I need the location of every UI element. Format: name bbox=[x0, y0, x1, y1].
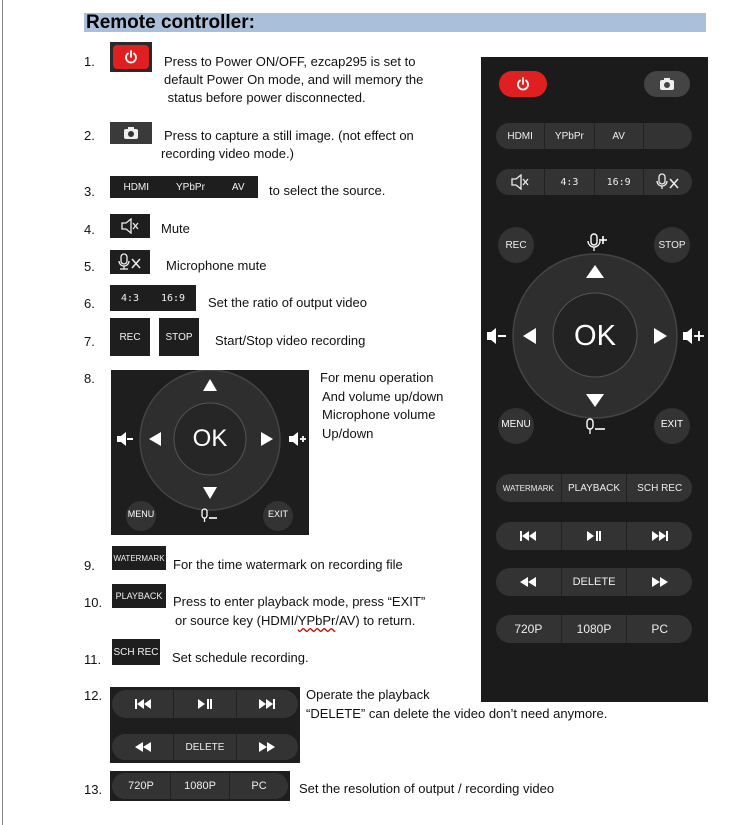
playback-controls-panel bbox=[110, 687, 300, 763]
remote-hdmi-key: HDMI bbox=[507, 130, 533, 142]
item-text-part: or source key (HDMI/ bbox=[175, 613, 298, 628]
item-text-part: /AV) to return. bbox=[335, 613, 416, 628]
page-left-border bbox=[2, 0, 3, 825]
item-text: Press to capture a still image. (not effect on bbox=[164, 128, 414, 143]
remote-ok-key: OK bbox=[574, 319, 616, 352]
seek-row bbox=[112, 734, 298, 760]
item-text: status before power disconnected. bbox=[164, 90, 366, 105]
transport-row bbox=[112, 690, 298, 718]
remote-play-pause-icon bbox=[561, 522, 627, 550]
ratio-16-9-key: 16:9 bbox=[160, 292, 186, 304]
item-text-part: YPbPr bbox=[297, 613, 336, 628]
next-icon bbox=[236, 690, 298, 718]
remote-camera-icon bbox=[644, 71, 690, 97]
remote-rec-key: REC bbox=[498, 227, 534, 263]
item-text: Mute bbox=[161, 221, 190, 236]
mic-mute-icon bbox=[117, 253, 143, 271]
remote-power-icon bbox=[499, 71, 547, 97]
item-text: For menu operation bbox=[320, 370, 434, 385]
item-number: 2. bbox=[84, 128, 95, 143]
remote-1080p-key: 1080P bbox=[561, 615, 627, 643]
ok-key: OK bbox=[192, 425, 228, 452]
resolution-row bbox=[112, 773, 288, 799]
item-text: Set the ratio of output video bbox=[208, 295, 367, 310]
remote-next-icon bbox=[626, 522, 692, 550]
hdmi-key: HDMI bbox=[123, 181, 150, 193]
previous-icon bbox=[112, 690, 173, 718]
remote-menu-key: MENU bbox=[501, 419, 531, 430]
item-number: 4. bbox=[84, 222, 95, 237]
item-text: And volume up/down bbox=[322, 389, 444, 404]
item-text: recording video mode.) bbox=[161, 146, 294, 161]
remote-watermark-key: WATERMARK bbox=[502, 483, 554, 493]
item-text: default Power On mode, and will memory the bbox=[164, 72, 424, 87]
rewind-icon bbox=[112, 734, 173, 760]
playback-key: PLAYBACK bbox=[112, 584, 166, 608]
item-number: 9. bbox=[84, 558, 95, 573]
remote-ratio-16-9-key: 16:9 bbox=[594, 169, 643, 195]
remote-playback-key: PLAYBACK bbox=[561, 474, 627, 502]
remote-stop-key: STOP bbox=[654, 227, 690, 263]
res-720p-key: 720P bbox=[128, 780, 154, 792]
remote-panel bbox=[481, 57, 708, 702]
item-number: 8. bbox=[84, 371, 95, 386]
dpad-panel bbox=[111, 370, 309, 535]
remote-mic-mute-icon bbox=[643, 169, 692, 195]
camera-icon bbox=[122, 126, 140, 140]
play-pause-icon bbox=[173, 690, 235, 718]
item-number: 3. bbox=[84, 184, 95, 199]
ypbpr-key: YPbPr bbox=[176, 181, 205, 193]
menu-key: MENU bbox=[127, 509, 155, 519]
delete-key: DELETE bbox=[173, 734, 235, 760]
remote-sch-rec-key: SCH REC bbox=[626, 474, 692, 502]
item-text: to select the source. bbox=[269, 183, 386, 198]
camera-key bbox=[110, 122, 152, 144]
stop-key: STOP bbox=[159, 318, 199, 356]
remote-delete-key: DELETE bbox=[561, 568, 627, 596]
item-number: 6. bbox=[84, 296, 95, 311]
item-text: Up/down bbox=[322, 426, 374, 441]
sch-rec-key: SCH REC bbox=[112, 639, 160, 665]
power-key bbox=[110, 42, 152, 72]
item-number: 12. bbox=[84, 688, 103, 703]
res-pc-key: PC bbox=[229, 773, 288, 799]
remote-fast-forward-icon bbox=[626, 568, 692, 596]
remote-rewind-icon bbox=[496, 568, 561, 596]
rec-key: REC bbox=[110, 318, 150, 356]
remote-pc-key: PC bbox=[626, 615, 692, 643]
page-title: Remote controller: bbox=[84, 13, 706, 32]
item-text: For the time watermark on recording file bbox=[173, 557, 403, 572]
remote-ratio-4-3-key: 4:3 bbox=[544, 169, 593, 195]
mute-icon bbox=[120, 218, 140, 234]
item-text: Set schedule recording. bbox=[172, 650, 309, 665]
item-text: Press to enter playback mode, press “EXIT” bbox=[173, 594, 426, 609]
item-text: Microphone volume bbox=[322, 407, 436, 422]
item-text bbox=[175, 612, 415, 630]
remote-function-row bbox=[496, 474, 692, 502]
remote-mute-icon bbox=[496, 169, 544, 195]
remote-av-key: AV bbox=[594, 123, 643, 149]
item-number: 10. bbox=[84, 595, 103, 610]
item-text: Set the resolution of output / recording video bbox=[299, 781, 555, 796]
item-number: 7. bbox=[84, 334, 95, 349]
mic-mute-key bbox=[110, 250, 150, 274]
ratio-4-3-key: 4:3 bbox=[120, 292, 140, 304]
item-number: 1. bbox=[84, 54, 95, 69]
remote-720p-key: 720P bbox=[514, 622, 543, 636]
remote-transport-row bbox=[496, 522, 692, 550]
remote-blank-key bbox=[643, 123, 692, 149]
ratio-keys bbox=[110, 285, 196, 311]
remote-source-row bbox=[496, 123, 692, 149]
item-number: 11. bbox=[84, 652, 102, 667]
mute-key bbox=[110, 214, 150, 238]
item-number: 5. bbox=[84, 259, 95, 274]
remote-audio-row bbox=[496, 169, 692, 195]
item-number: 13. bbox=[84, 782, 103, 797]
remote-exit-key: EXIT bbox=[660, 419, 684, 430]
item-text: “DELETE” can delete the video don’t need anymore. bbox=[306, 706, 608, 721]
remote-previous-icon bbox=[496, 522, 561, 550]
remote-resolution-row bbox=[496, 615, 692, 643]
item-text: Operate the playback bbox=[306, 687, 430, 702]
item-text: Start/Stop video recording bbox=[215, 333, 366, 348]
fast-forward-icon bbox=[236, 734, 298, 760]
item-text: Press to Power ON/OFF, ezcap295 is set to bbox=[164, 54, 416, 69]
exit-key: EXIT bbox=[267, 509, 288, 519]
item-text: Microphone mute bbox=[166, 258, 267, 273]
source-keys bbox=[110, 176, 258, 198]
resolution-panel bbox=[110, 771, 290, 801]
watermark-key: WATERMARK bbox=[112, 546, 166, 570]
av-key: AV bbox=[231, 181, 245, 193]
remote-ypbpr-key: YPbPr bbox=[544, 123, 593, 149]
remote-seek-row bbox=[496, 568, 692, 596]
res-1080p-key: 1080P bbox=[170, 773, 229, 799]
power-icon bbox=[113, 45, 149, 69]
